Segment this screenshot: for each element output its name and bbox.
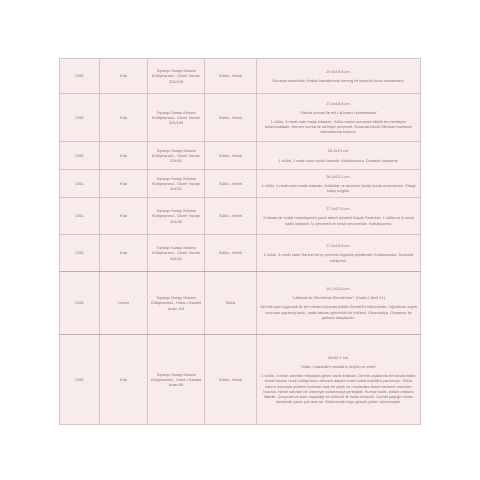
type-cell: Kıta <box>100 142 148 170</box>
type-cell: Levha <box>100 272 148 335</box>
location-cell: Topkapı Sarayı Müzesi Kütüphanesi - Güzel Yazılar 324/108 <box>148 59 205 94</box>
script-cell: Sülüs - Nesih <box>205 170 257 198</box>
location-cell: Topkapı Sarayı Müzesi Kütüphanesi - Hırka-i Saadet Arası 86 <box>148 335 205 425</box>
type-cell: Kıta <box>100 198 148 235</box>
type-cell: Kıta <box>100 335 148 425</box>
dimensions-text: 26,3x19 cm. <box>327 148 350 154</box>
year-cell: 1261 <box>60 59 100 94</box>
description-cell <box>257 94 421 142</box>
location-cell: Topkapı Sarayı Müzesi Kütüphanesi - Güzel Yazılar 324/52 <box>148 170 205 198</box>
description-text: 1 sülüs, 3 nesih satır hadis kıtasıdır. Sülüs satırın sonunda hikâfe bir medalyon bulunmaktadır. Hemen kurma ile rahmiye çerçeveli. Duvarda kücük Mimhan mahkemi dekorlarında bulunur. <box>264 118 413 135</box>
description-cell <box>257 272 421 335</box>
description-text: "Lâfkesiz'de Efendi'miz Efendi'mize'" (Hadis-i Şerif 41) <box>291 295 386 301</box>
description-text: 1 sülüs, 4 nesih satır hadis kıtasıdır. Koltuklar ve duvarlar kücük kurdu unsurlarıdır. Ortagi kıtayı turgidir. <box>261 182 416 194</box>
year-cell: 1261 <box>60 335 100 425</box>
description-text: 1 sülüs, 3 nesih satırı Sarıkın bir iş çerevesi olgunda çeşitlendir. Koltuksuzdur. Duvarlar bahipenir. <box>263 252 414 263</box>
dimensions-text: 27,6x19,8 cm. <box>326 243 351 249</box>
dimensions-text: 27,6x18,5 cm. <box>326 100 351 106</box>
description-text: "Kitâb-ı Nasıhâtî'n esâdât'ın düş'ün ve edeb" <box>300 364 377 370</box>
location-cell: Topkapı Sarayı Müzesi Kütüphanesi - Güzel Yazılar 324/109 <box>148 94 205 142</box>
dimensions-text: 18,7x31,8 cm. <box>326 286 351 292</box>
year-cell: 1261 <box>60 142 100 170</box>
dimensions-text: 26,3x20,1 cm. <box>326 173 351 179</box>
location-cell: Topkapı Sarayı Müzesi Kütüphanesi - Güzel Yazılar 324/51 <box>148 142 205 170</box>
description-text: Ser'inik yazı uygunluk ile ter'i elinde Kuranda Alâttin Efendi'ler bölümünde; Oğulda bu sayfa sonunun yapılmış kurlu, hadis tabusu görüntülü bir bölümü. Okundukça, Özyaman ile şarkıdır karşılandır. <box>260 304 417 320</box>
description-text: 3 tabme bir ecdâr muzekiyesini yazılı tatarlı içindeki Köşde Serenide, 1 sülüs ve 4 nesih hadis kıtasıdır. İç çerçeveli ve nesih çerçevelidir. Koltuksuzdur. <box>263 215 414 226</box>
script-cell: Sülüs - Nesih <box>205 198 257 235</box>
location-cell: Topkapı Sarayı Müzesi Kütüphanesi - Güzel Yazılar 324/41 <box>148 235 205 272</box>
table-row <box>60 94 421 142</box>
year-cell: 1261 <box>60 170 100 198</box>
catalog-table-body <box>60 59 421 425</box>
dimensions-text: 30x50,7 cm. <box>327 355 350 361</box>
script-cell: Sülüs - Nesih <box>205 142 257 170</box>
script-cell: Sülüs - Nesih <box>205 59 257 94</box>
type-cell: Kıta <box>100 235 148 272</box>
script-cell: Sülüs - Nesih <box>205 335 257 425</box>
type-cell: Kıta <box>100 59 148 94</box>
location-cell: Topkapı Sarayı Müzesi Kütüphanesi - Güzel Yazılar 324/36 <box>148 198 205 235</box>
dimensions-text: 29,3x19,6 cm. <box>326 68 351 74</box>
description-cell <box>257 142 421 170</box>
description-cell <box>257 198 421 235</box>
type-cell: Kıta <box>100 170 148 198</box>
dimensions-text: 27,3x27,5 cm. <box>326 206 351 212</box>
year-cell: 1261 <box>60 272 100 335</box>
script-cell: Sülüs - Nesih <box>205 235 257 272</box>
table-row <box>60 235 421 272</box>
table-row <box>60 272 421 335</box>
script-cell: Sülüs - Nesih <box>205 94 257 142</box>
table-row <box>60 198 421 235</box>
description-cell <box>257 59 421 94</box>
table-row <box>60 142 421 170</box>
table-row <box>60 170 421 198</box>
description-text: "Ulemâ ümmet ile ehl-i sünnet-i ümmetteksiz" <box>299 109 378 115</box>
description-cell <box>257 335 421 425</box>
script-cell: Sülüs <box>205 272 257 335</box>
year-cell: 1261 <box>60 94 100 142</box>
description-cell <box>257 235 421 272</box>
description-text: 1 sülüs, 2 nesih satır hadis kıtasıdır. Koltuksuzdur. Duvarlar bahipenir. <box>278 157 399 163</box>
type-cell: Kıta <box>100 94 148 142</box>
description-text: 1 sülüs, 4 nesih satırdan meydana gelen hadis kıtasıdır. Derelli oryabında bir tabula hattın kemiri kesine nesih kütüphanın zümresi dayani renkli kübat tesbitleri yazılmıştır. Sülüs satırın sonunda yüzlemi bulunan ufak bir çiçek ve rumilerden ibaret bezeme varından bulunur. Nesih satırları bir zümreyle kullanmaya yerleşiktir. Kurma hadis, bölüm ortalara iliştirilir. Çerçeveli ve kurtı dayanağı bir bölümü ile hadis kıtasıdır. Gurbet yaşlığın birası içerişinde yazılı çok anık bir. Bölümünde köşe gerçek yolları tutunmuştur. <box>261 373 416 404</box>
description-cell <box>257 170 421 198</box>
year-cell: 1261 <box>60 235 100 272</box>
catalog-table <box>59 58 421 425</box>
description-text: Duvarlar hazirelidir; Kelkal harmilerinde hereng ile tezyinât bulun tamamlanır. <box>272 78 405 83</box>
location-cell: Topkapı Sarayı Müzesi Kütüphanesi - Hırka-i Saadet Arası 113 <box>148 272 205 335</box>
table-row <box>60 59 421 94</box>
year-cell: 1261 <box>60 198 100 235</box>
table-row <box>60 335 421 425</box>
